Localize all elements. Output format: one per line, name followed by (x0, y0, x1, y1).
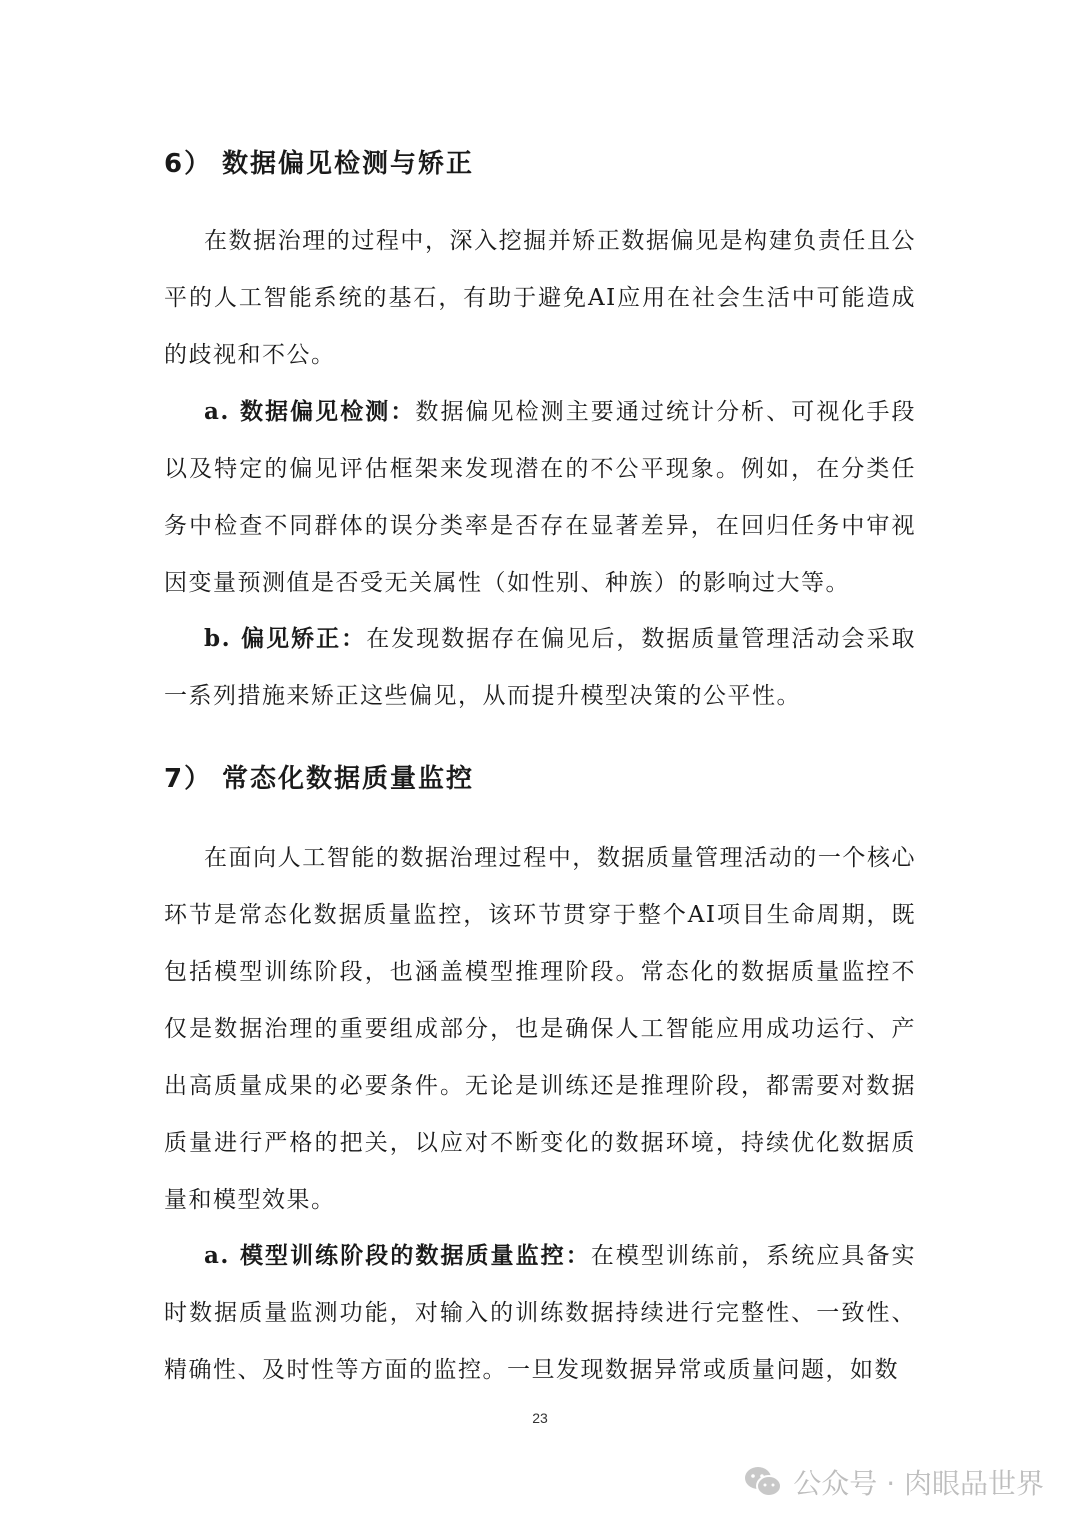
section-6-intro: 在数据治理的过程中，深入挖掘并矫正数据偏见是构建负责任且公平的人工智能系统的基石，有助于避免AI应用在社会生活中可能造成的歧视和不公。 (164, 228, 916, 368)
section-7-number: 7） (164, 764, 213, 794)
section-6-item-a (164, 383, 916, 612)
section-7-heading (164, 758, 474, 795)
page-number: 23 (532, 1410, 548, 1426)
section-7-intro: 在面向人工智能的数据治理过程中，数据质量管理活动的一个核心环节是常态化数据质量监控，该环节贯穿于整个AI项目生命周期，既包括模型训练阶段，也涵盖模型推理阶段。常态化的数据质量监控不仅是数据治理的重要组成部分，也是确保人工智能应用成功运行、产出高质量成果的必要条件。无论是训练还是推理阶段，都需要对数据质量进行严格的把关，以应对不断变化的数据环境，持续优化数据质量和模型效果。 (164, 845, 916, 1213)
section-6-item-a-label: a. 数据偏见检测： (204, 398, 416, 425)
section-7-item-a-text: 在模型训练前，系统应具备实时数据质量监测功能，对输入的训练数据持续进行完整性、一致性、精确性、及时性等方面的监控。一旦发现数据异常或质量问题，如数 (164, 1243, 916, 1383)
wechat-icon (743, 1465, 783, 1499)
section-6-item-b (164, 610, 916, 725)
watermark-text: 公众号 · 肉眼品世界 (793, 1467, 1044, 1500)
section-6-item-b-text: 在发现数据存在偏见后，数据质量管理活动会采取一系列措施来矫正这些偏见，从而提升模型决策的公平性。 (164, 626, 916, 709)
section-7-item-a (164, 1227, 916, 1399)
section-7-item-a-label: a. 模型训练阶段的数据质量监控： (204, 1242, 591, 1269)
section-7-title: 常态化数据质量监控 (222, 764, 475, 794)
section-6-number: 6） (164, 149, 213, 179)
section-6-item-b-label: b. 偏见矫正： (204, 625, 367, 652)
section-6-item-a-text: 数据偏见检测主要通过统计分析、可视化手段以及特定的偏见评估框架来发现潜在的不公平现象。例如，在分类任务中检查不同群体的误分类率是否存在显著差异，在回归任务中审视因变量预测值是否受无关属性（如性别、种族）的影响过大等。 (164, 399, 917, 596)
section-6-title: 数据偏见检测与矫正 (222, 149, 475, 179)
section-6-heading (164, 143, 474, 180)
watermark (743, 1462, 1044, 1502)
